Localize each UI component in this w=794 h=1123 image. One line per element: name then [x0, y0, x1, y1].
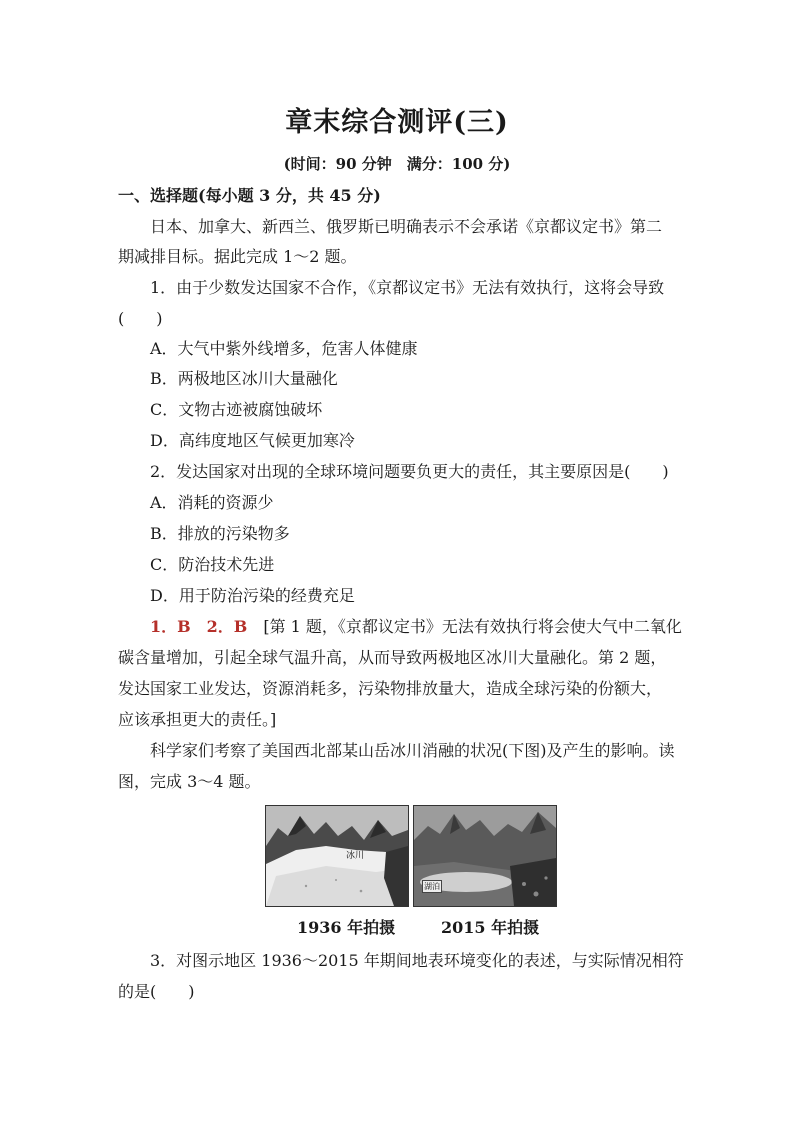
question-1-paren: ( ) — [118, 309, 163, 328]
intro-line: 图，完成 3～4 题。 — [118, 772, 261, 791]
glacier-label: 冰川 — [346, 851, 365, 861]
question-3-stem: 3．对图示地区 1936～2015 年期间地表环境变化的表述，与实际情况相符 — [150, 951, 684, 970]
exam-info: (时间：90 分钟 满分：100 分) — [283, 155, 511, 173]
answer-explanation: 碳含量增加，引起全球气温升高，从而导致两极地区冰川大量融化。第 2 题， — [118, 648, 667, 667]
intro-line: 期减排目标。据此完成 1～2 题。 — [118, 247, 357, 266]
q2-option-d: D．用于防治污染的经费充足 — [150, 586, 355, 605]
intro-line: 科学家们考察了美国西北部某山岳冰川消融的状况(下图)及产生的影响。读 — [150, 741, 675, 760]
lake-label: 湖泊 — [424, 882, 440, 891]
q2-option-a: A．消耗的资源少 — [150, 493, 274, 512]
q1-option-a: A．大气中紫外线增多，危害人体健康 — [150, 339, 418, 358]
page-title: 章末综合测评(三) — [285, 107, 509, 138]
q2-option-b: B．排放的污染物多 — [150, 524, 290, 543]
q2-option-c: C．防治技术先进 — [150, 555, 275, 574]
q1-option-d: D．高纬度地区气候更加寒冷 — [150, 431, 355, 450]
q1-option-c: C．文物古迹被腐蚀破坏 — [150, 400, 323, 419]
answer-line — [150, 617, 682, 637]
question-3-stem-cont: 的是( ) — [118, 982, 195, 1001]
question-2-stem: 2．发达国家对出现的全球环境问题要负更大的责任，其主要原因是( ) — [150, 462, 669, 481]
answer-explanation: 应该承担更大的责任。] — [118, 710, 277, 729]
section-heading: 一、选择题(每小题 3 分，共 45 分) — [118, 186, 381, 205]
question-1-stem: 1．由于少数发达国家不合作，《京都议定书》无法有效执行，这将会导致 — [150, 278, 665, 297]
answer-explanation: 发达国家工业发达，资源消耗多，污染物排放量大，造成全球污染的份额大， — [118, 679, 663, 698]
q1-option-b: B．两极地区冰川大量融化 — [150, 369, 338, 388]
photo-caption-2015: 2015 年拍摄 — [441, 918, 540, 937]
lake-photo-2015 — [413, 805, 557, 907]
photo-caption-1936: 1936 年拍摄 — [297, 918, 396, 937]
answer-explanation: [第 1 题，《京都议定书》无法有效执行将会使大气中二氧化 — [263, 617, 682, 636]
glacier-photo-1936 — [265, 805, 409, 907]
answer-key: 1．B 2．B — [150, 617, 248, 636]
intro-line: 日本、加拿大、新西兰、俄罗斯已明确表示不会承诺《京都议定书》第二 — [150, 217, 663, 236]
